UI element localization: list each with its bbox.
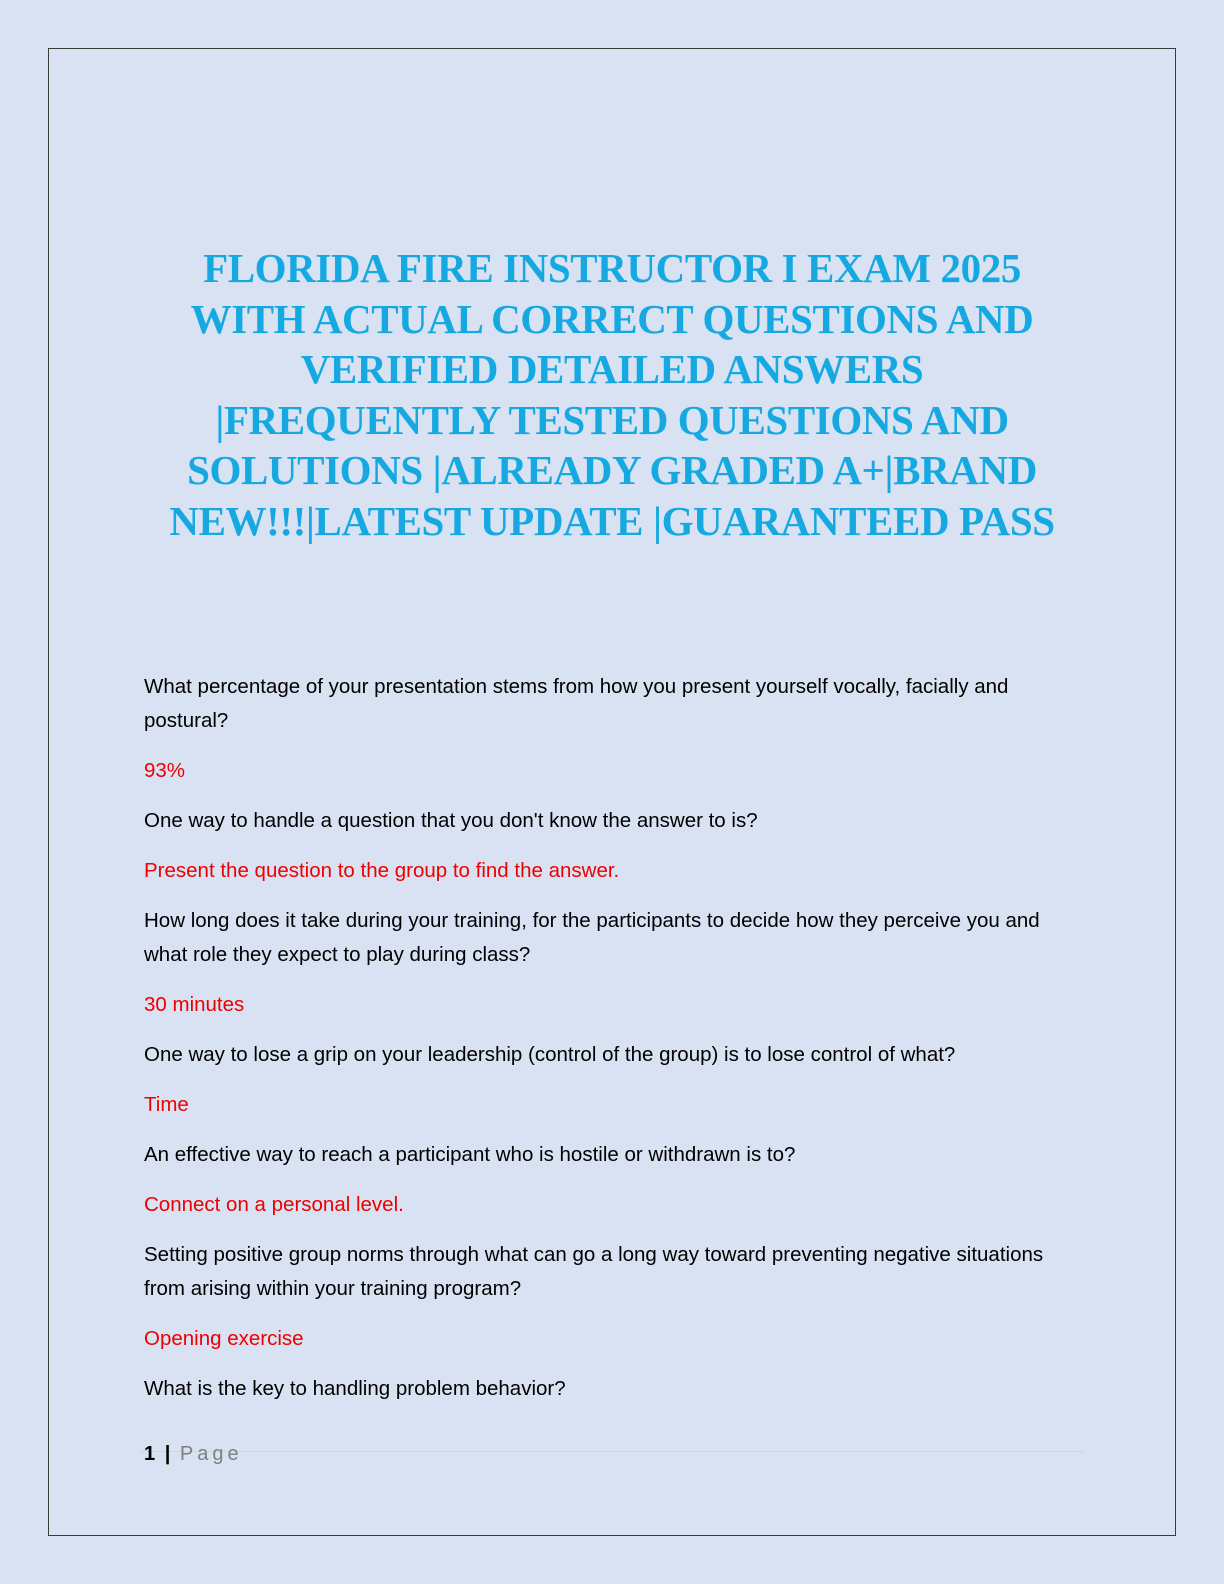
question-text: One way to lose a grip on your leadership (control of the group) is to lose control of what?: [144, 1043, 956, 1066]
question-text: One way to handle a question that you don't know the answer to is?: [144, 809, 758, 832]
title-line: WITH ACTUAL CORRECT QUESTIONS AND: [190, 295, 1034, 342]
footer-divider: [140, 1451, 1084, 1452]
title-line: SOLUTIONS |ALREADY GRADED A+|BRAND: [187, 447, 1037, 493]
question-text: What is the key to handling problem behavior?: [144, 1377, 566, 1400]
answer-text: Time: [144, 1093, 189, 1116]
question-text: What percentage of your presentation stems from how you present yourself vocally, facially and postural?: [144, 675, 1009, 732]
title-line: VERIFIED DETAILED ANSWERS: [300, 346, 924, 392]
answer-text: 93%: [144, 759, 186, 782]
answer-text: Connect on a personal level.: [144, 1193, 404, 1216]
answer-text: Present the question to the group to find the answer.: [144, 859, 620, 882]
title-line: FLORIDA FIRE INSTRUCTOR I EXAM 2025: [203, 245, 1021, 291]
title-line: NEW!!!|LATEST UPDATE |GUARANTEED PASS: [169, 497, 1055, 544]
question-text: How long does it take during your training, for the participants to decide how they perceive you and what role they expect to play during class?: [144, 909, 1040, 966]
document-title: [130, 243, 1094, 546]
answer-text: 30 minutes: [144, 993, 245, 1016]
page-label: Page: [179, 1443, 243, 1465]
footer-separator: |: [164, 1443, 171, 1465]
question-answer-list: [144, 670, 1084, 1422]
page-footer: [144, 1440, 243, 1468]
question-text: An effective way to reach a participant who is hostile or withdrawn is to?: [144, 1143, 796, 1166]
page-number: 1: [144, 1443, 156, 1465]
answer-text: Opening exercise: [144, 1327, 304, 1350]
question-text: Setting positive group norms through what can go a long way toward preventing negative situations from arising within your training program?: [144, 1243, 1044, 1300]
title-line: |FREQUENTLY TESTED QUESTIONS AND: [215, 396, 1009, 443]
